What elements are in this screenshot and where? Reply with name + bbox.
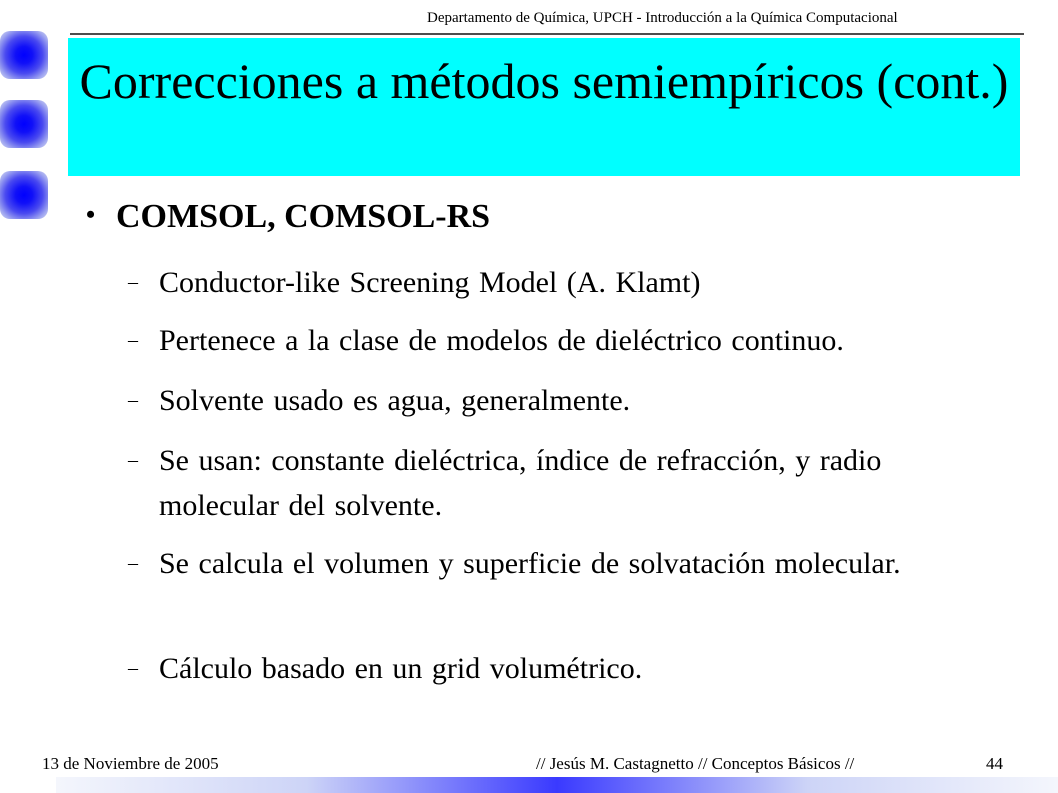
bullet-icon: • [86,200,96,229]
main-bullet-heading: COMSOL, COMSOL-RS [116,198,491,235]
sub-bullet-text: Se calcula el volumen y superficie de solvatación molecular. [159,547,901,580]
title-box [68,38,1020,176]
decorative-square-icon [0,31,48,79]
dash-icon: – [128,449,138,471]
dash-icon: – [128,657,138,679]
footer-date: 13 de Noviembre de 2005 [42,754,219,773]
header-divider [70,33,1024,35]
sub-bullet-text: Conductor-like Screening Model (A. Klamt) [159,266,701,299]
dash-icon: – [128,271,138,293]
sub-bullet-text: Pertenece a la clase de modelos de dieléctrico continuo. [159,324,844,357]
sub-bullet-text: Cálculo basado en un grid volumétrico. [159,652,643,685]
sub-bullet [128,646,1008,691]
decorative-square-icon [0,171,48,219]
decorative-square-icon [0,100,48,148]
slide-header [0,8,1058,28]
header-text: Departamento de Química, UPCH - Introducción a la Química Computacional [427,10,898,26]
sub-bullet [128,541,1008,586]
footer-gradient-bar [56,777,1058,793]
page-number: 44 [986,754,1003,773]
sub-bullet-text: Se usan: constante dieléctrica, índice de refracción, y radio molecular del solvente. [159,444,882,522]
sub-bullet [128,318,1008,363]
sub-bullet-text: Solvente usado es agua, generalmente. [159,384,631,417]
sub-bullet [128,378,1008,423]
main-bullet [86,193,490,239]
footer-author: // Jesús M. Castagnetto // Conceptos Básicos // [536,754,855,773]
dash-icon: – [128,389,138,411]
sub-bullet [128,260,1008,305]
dash-icon: – [128,552,138,574]
slide-title: Correcciones a métodos semiempíricos (cont.) [79,53,1009,109]
sub-bullet [128,438,1008,528]
dash-icon: – [128,329,138,351]
